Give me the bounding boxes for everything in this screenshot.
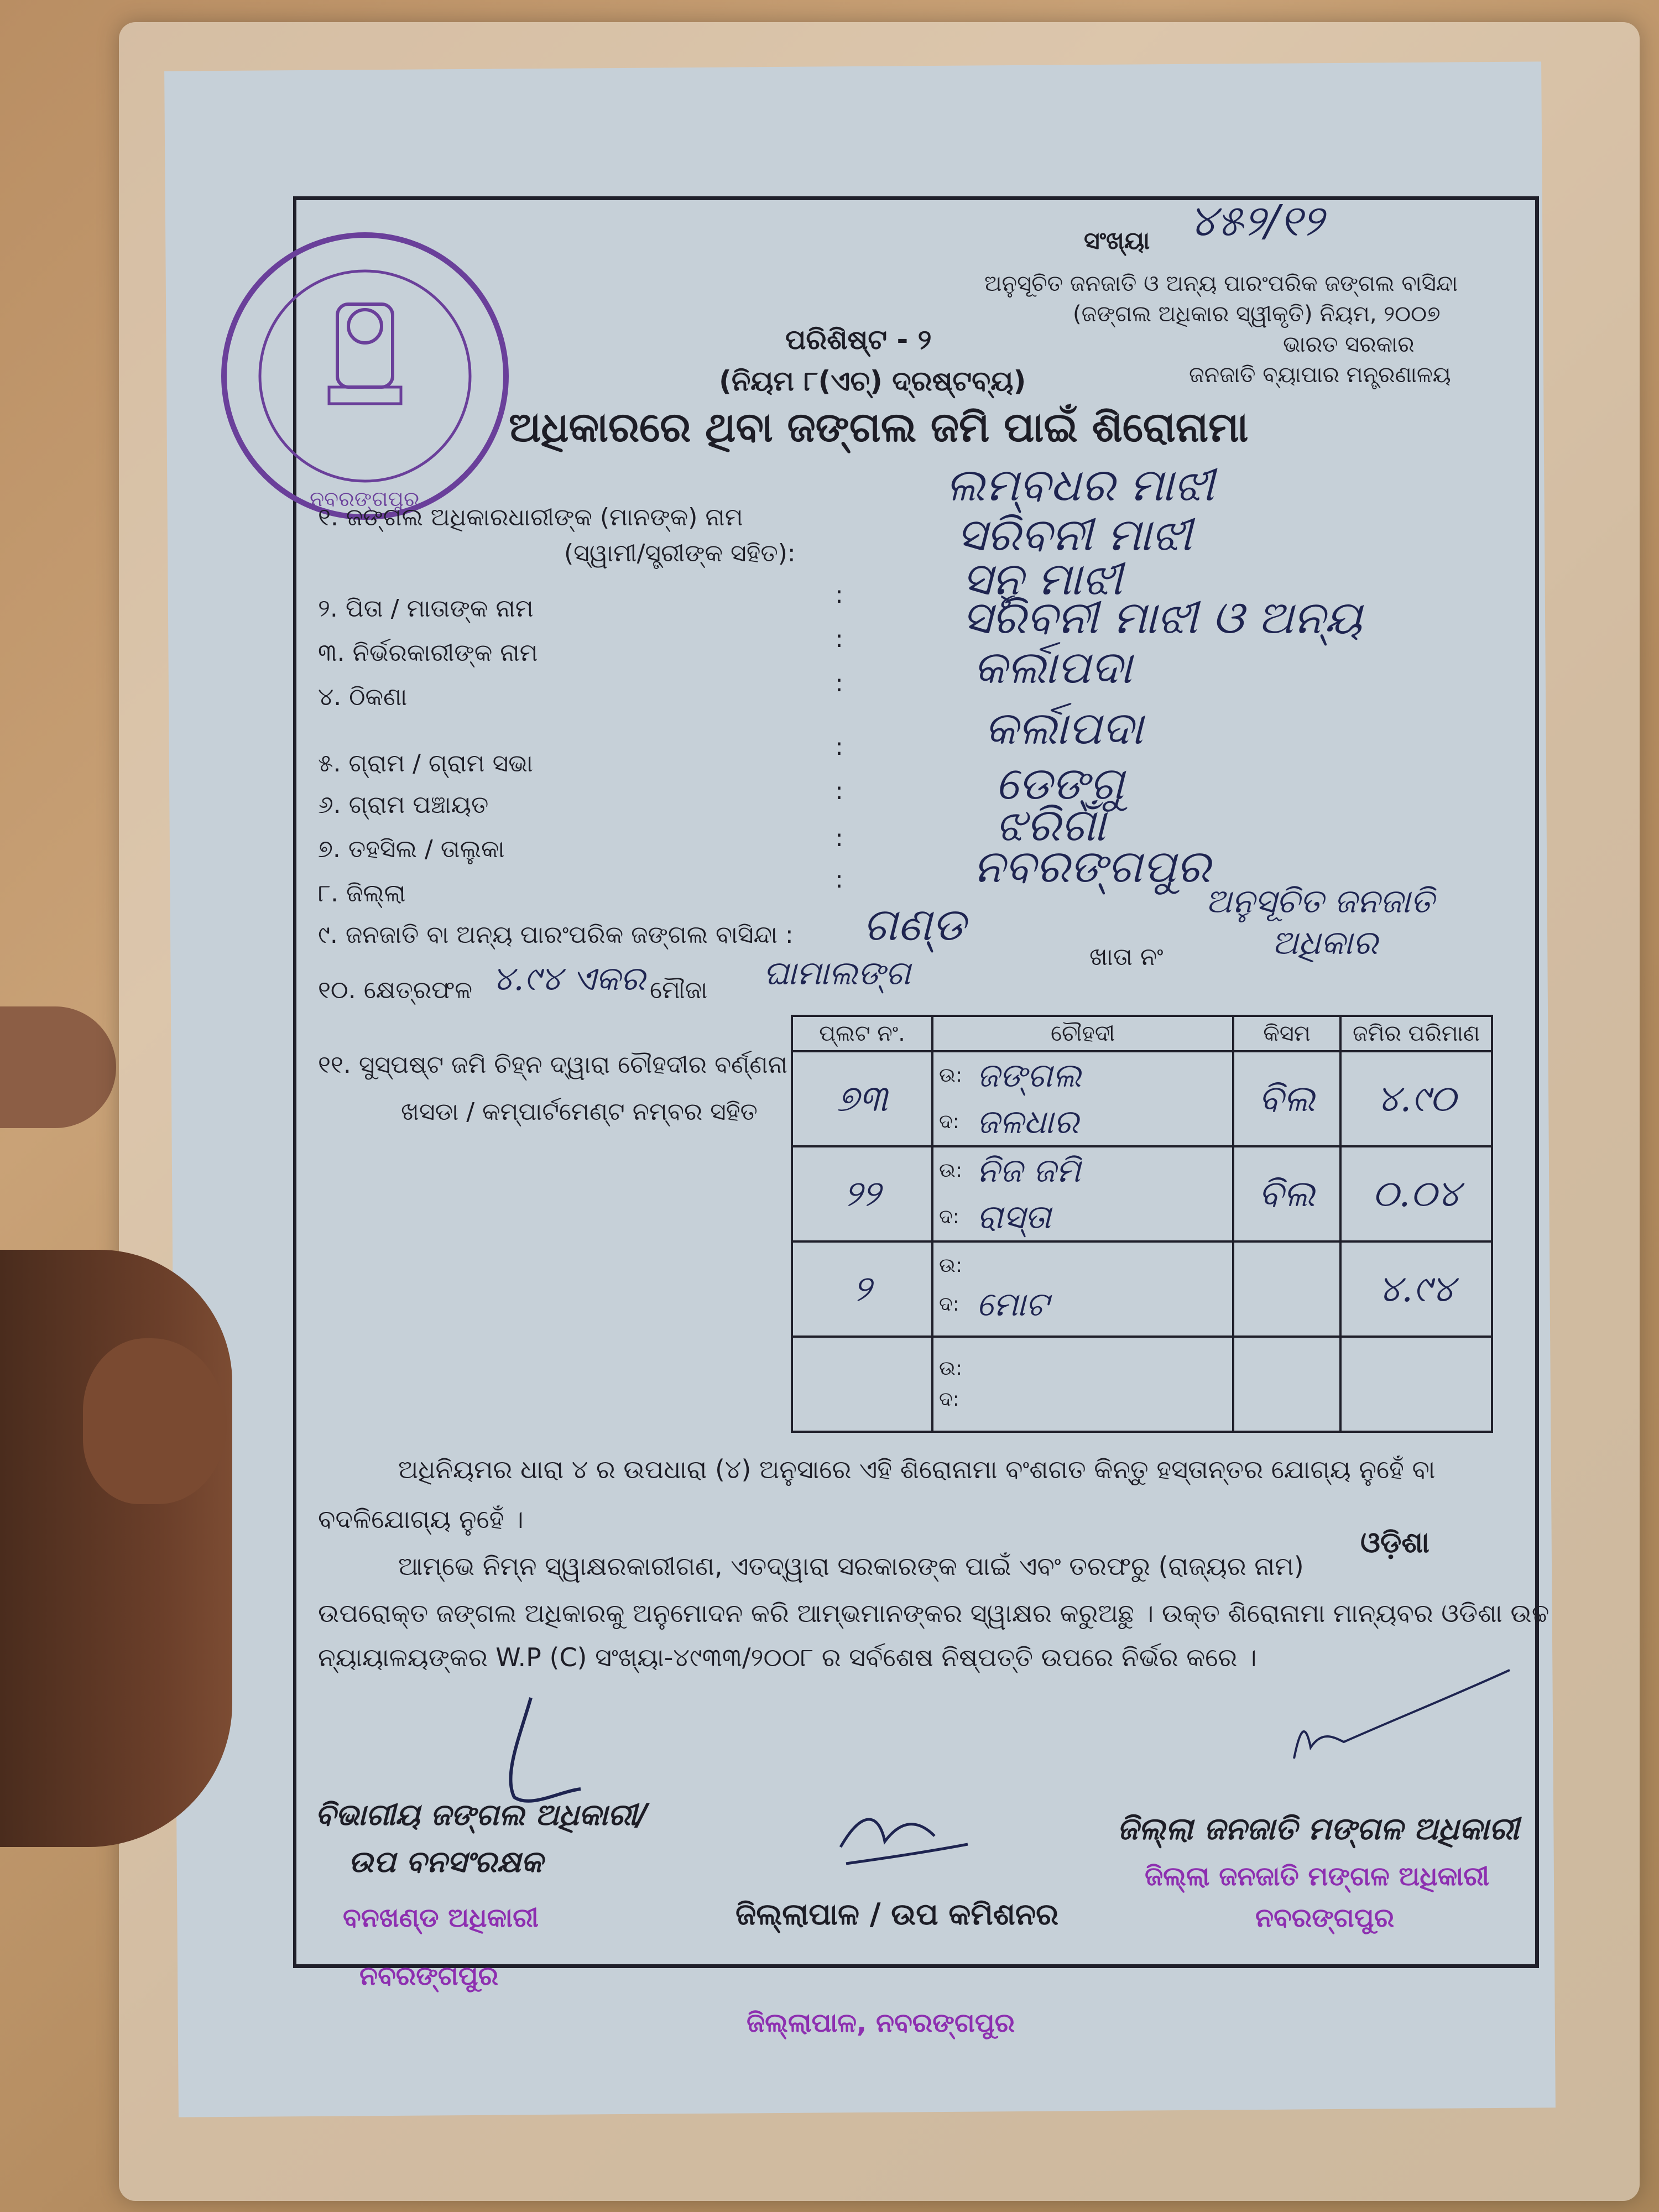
field-7-label: ୭. ତହସିଲ / ତାଲୁକା [318,835,505,863]
signature-dwo [1283,1665,1515,1764]
official-seal [210,221,520,531]
field-7-value: ଝରିଗାଁ [995,799,1106,852]
paragraph-2-middle: ଉପରୋକ୍ତ ଜଙ୍ଗଲ ଅଧିକାରକୁ ଅନୁମୋଦନ କରି ଆମ୍ଭମାନଙ୍କର ସ୍ୱାକ୍ଷର କରୁଅଛୁ । ଉକ୍ତ ଶିରୋନାମା ମାନ୍ୟବର ଓଡିଶା ଉଚ୍ଚ [318,1598,1550,1628]
state-name: ଓଡ଼ିଶା [1360,1526,1430,1559]
land-type [1233,1337,1340,1432]
field-10-label: ୧୦. କ୍ଷେତ୍ରଫଳ [318,976,473,1004]
paragraph-2-end: ନ୍ୟାୟାଳୟଙ୍କର W.P (C) ସଂଖ୍ୟା-୪୯୩୩/୨୦୦୮ ର ସର୍ବଶେଷ ନିଷ୍ପତ୍ତି ଉପରେ ନିର୍ଭର କରେ । [318,1642,1257,1672]
boundary-cell [932,1051,1233,1146]
field-1-value-1: ଲମ୍ବଧର ମାଝୀ [946,459,1214,512]
land-area [1340,1337,1492,1432]
table-row [792,1051,1492,1146]
dfo-title-2: ଉପ ବନସଂରକ୍ଷକ [348,1844,543,1879]
field-3-label: ୩. ନିର୍ଭରକାରୀଙ୍କ ନାମ [318,639,538,667]
field-1-sub: (ସ୍ୱାମୀ/ସ୍ତ୍ରୀଙ୍କ ସହିତ): [564,539,796,567]
field-2-value: ସନୁ ମାଝୀ [962,553,1123,606]
signature-collector [830,1797,973,1875]
collector-title: ଜିଲ୍ଲାପାଳ / ଉପ କମିଶନର [735,1897,1059,1932]
table-row [792,1241,1492,1337]
page-title: ଅଧିକାରରେ ଥିବା ଜଙ୍ଗଲ ଜମି ପାଇଁ ଶିରୋନାମା [509,404,1249,451]
field-8-label: ୮. ଜିଲ୍ଲା [318,879,406,907]
south-key: ଦ: [939,1206,959,1228]
land-type [1233,1241,1340,1337]
boundary-cell [932,1337,1233,1432]
land-area: ୪.୯୦ [1340,1051,1492,1146]
plot-number: ୨୨ [792,1146,932,1241]
act-line-2: (ଜଙ୍ଗଲ ଅଧିକାର ସ୍ୱୀକୃତି) ନିୟମ, ୨୦୦୭ [1073,301,1441,327]
field-6-value: ଡେଙ୍ଗୁ [995,758,1124,810]
field-8-colon: : [835,865,843,894]
holding-hand [0,1250,232,1847]
north-key: ଉ: [939,1357,963,1380]
north-key: ଉ: [939,1064,963,1087]
field-6-label: ୬. ଗ୍ରାମ ପଞ୍ଚାୟତ [318,791,489,819]
field-1-label: ୧. ଜଙ୍ଗଲ ଅଧିକାରଧାରୀଙ୍କ (ମାନଙ୍କ) ନାମ [318,503,743,531]
table-row [792,1337,1492,1432]
header-boundary: ଚୌହଦୀ [932,1016,1233,1051]
field-5-value: କର୍ଲାପଦା [984,702,1144,755]
south-value: ମୋଟ [977,1285,1049,1324]
field-5-label: ୫. ଗ୍ରାମ / ଗ୍ରାମ ସଭା [318,749,533,778]
field-2-label: ୨. ପିତା / ମାତାଙ୍କ ନାମ [318,594,534,623]
land-area: ୦.୦୪ [1340,1146,1492,1241]
plot-number: ୨ [792,1241,932,1337]
collector-stamp: ଜିଲ୍ଲାପାଳ, ନବରଙ୍ଗପୁର [747,2007,1015,2038]
field-10-mouza: ଘାମାଲଙ୍ଗ [763,954,911,993]
plot-number [792,1337,932,1432]
boundary-table [791,1015,1493,1433]
field-4-label: ୪. ଠିକଣା [318,683,408,711]
field-4-colon: : [835,669,843,697]
dfo-stamp-1: ବନଖଣ୍ଡ ଅଧିକାରୀ [343,1902,539,1933]
field-8-value: ନବରଙ୍ଗପୁର [973,841,1211,893]
number-label: ସଂଖ୍ୟା [1084,227,1150,255]
paragraph-1-end: ବଦଳିଯୋଗ୍ୟ ନୁହେଁ । [318,1504,524,1534]
boundary-cell [932,1241,1233,1337]
boundary-table-header [792,1016,1492,1051]
north-key: ଉ: [939,1254,963,1277]
header-type: କିସମ [1233,1016,1340,1051]
land-type: ବିଲ [1233,1146,1340,1241]
north-key: ଉ: [939,1159,963,1182]
foot-background [0,1006,116,1128]
south-key: ଦ: [939,1293,959,1316]
field-11-label-2: ଖସଡା / କମ୍ପାର୍ଟମେଣ୍ଟ ନମ୍ବର ସହିତ [401,1098,758,1126]
field-10-mouza-label: ମୌଜା [650,976,708,1004]
field-11-label-1: ୧୧. ସୁସ୍ପଷ୍ଟ ଜମି ଚିହ୍ନ ଦ୍ୱାରା ଚୌହଦୀର ବର୍ଣ୍ଣନା [318,1051,788,1079]
field-4-value: କର୍ଲାପଦା [973,641,1133,694]
dfo-stamp-2: ନବରଙ୍ଗପୁର [359,1960,499,1991]
khata-label: ଖାତା ନଂ [1089,943,1164,971]
field-2-colon: : [835,581,843,609]
field-5-colon: : [835,733,843,761]
north-value: ଜଙ୍ଗଲ [977,1056,1082,1095]
south-key: ଦ: [939,1110,959,1133]
field-9-value: ଗଣ୍ଡ [863,899,966,951]
field-9-value-2: ଅନୁସୂଚିତ ଜନଜାତି [1206,882,1434,921]
south-key: ଦ: [939,1388,959,1411]
dfo-title-1: ବିଭାଗୀୟ ଜଙ୍ଗଲ ଅଧିକାରୀ/ [315,1797,648,1832]
north-value: ନିଜ ଜମି [977,1151,1081,1190]
boundary-cell [932,1146,1233,1241]
act-line-3: ଭାରତ ସରକାର [1283,332,1415,357]
field-7-colon: : [835,824,843,852]
number-value: ୪୫୨/୧୨ [1189,196,1324,246]
land-type: ବିଲ [1233,1051,1340,1146]
paragraph-2-start: ଆମ୍ଭେ ନିମ୍ନ ସ୍ୱାକ୍ଷରକାରୀଗଣ, ଏତଦ୍ୱାରା ସରକାରଙ୍କ ପାଇଁ ଏବଂ ତରଫରୁ (ରାଜ୍ୟର ନାମ) [398,1551,1304,1581]
act-line-4: ଜନଜାତି ବ୍ୟାପାର ମନ୍ତ୍ରଣାଳୟ [1189,362,1451,388]
rule-label: (ନିୟମ ୮(ଏଚ୍) ଦ୍ରଷ୍ଟବ୍ୟ) [719,365,1026,397]
south-value: ରାସ୍ତା [977,1198,1051,1237]
header-plot: ପ୍ଲଟ ନଂ. [792,1016,932,1051]
paragraph-1: ଅଧିନିୟମର ଧାରା ୪ ର ଉପଧାରା (୪) ଅନୁସାରେ ଏହି ଶିରୋନାମା ବଂଶଗତ କିନ୍ତୁ ହସ୍ତାନ୍ତର ଯୋଗ୍ୟ ନୁହେଁ ବା [398,1454,1436,1484]
dwo-stamp-2: ନବରଙ୍ଗପୁର [1255,1902,1395,1933]
field-6-colon: : [835,777,843,805]
header-area: ଜମିର ପରିମାଣ [1340,1016,1492,1051]
south-value: ଜଳଧାର [977,1103,1079,1141]
field-9-label: ୯. ଜନଜାତି ବା ଅନ୍ୟ ପାରଂପରିକ ଜଙ୍ଗଲ ବାସିନ୍ଦା : [318,921,794,949]
table-row [792,1146,1492,1241]
khata-value: ଅଧିକାର [1272,924,1378,962]
field-3-value: ସରିବନୀ ମାଝୀ ଓ ଅନ୍ୟ [962,592,1363,644]
signature-dfo [481,1692,592,1814]
seal-text: ନବରଙ୍ଗପୁର [310,487,420,511]
land-area: ୪.୯୪ [1340,1241,1492,1337]
field-3-colon: : [835,625,843,653]
dwo-stamp-1: ଜିଲ୍ଲା ଜନଜାତି ମଙ୍ଗଳ ଅଧିକାରୀ [1145,1861,1490,1892]
dwo-title: ଜିଲ୍ଲା ଜନଜାତି ମଙ୍ଗଳ ଅଧିକାରୀ [1117,1811,1519,1847]
annex-label: ପରିଶିଷ୍ଟ - ୨ [785,324,932,356]
field-1-value-2: ସରିବନୀ ମାଝୀ [957,509,1192,561]
plot-number: ୭୩ [792,1051,932,1146]
act-line-1: ଅନୁସୂଚିତ ଜନଜାତି ଓ ଅନ୍ୟ ପାରଂପରିକ ଜଙ୍ଗଲ ବାସିନ୍ଦା [984,271,1458,296]
field-10-area: ୪.୯୪ ଏକର [492,959,645,998]
